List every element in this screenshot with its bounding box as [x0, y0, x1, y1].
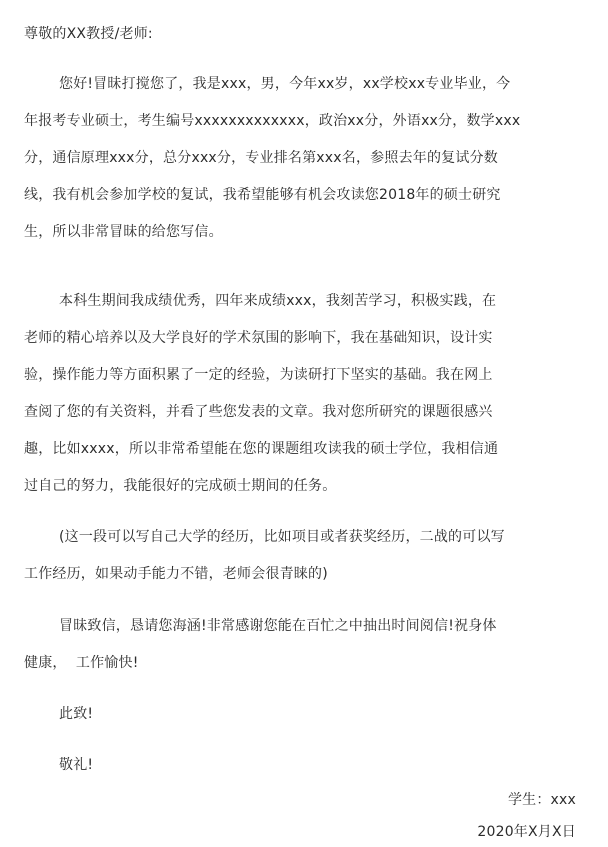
paragraph2-line-4: 查阅了您的有关资料，并看了些您发表的文章。我对您所研究的课题很感兴 [24, 404, 493, 420]
paragraph2-line-1: 本科生期间我成绩优秀，四年来成绩xxx，我刻苦学习，积极实践，在 [59, 293, 497, 309]
closing-jingli: 敬礼! [59, 757, 94, 773]
paragraph4-line-2: 健康， 工作愉快! [24, 655, 139, 671]
closing-cizhi: 此致! [59, 706, 94, 722]
paragraph2-line-6: 过自己的努力，我能很好的完成硕士期间的任务。 [24, 478, 337, 494]
paragraph2-line-5: 趣，比如xxxx，所以非常希望能在您的课题组攻读我的硕士学位，我相信通 [24, 441, 499, 457]
paragraph1-line-5: 生，所以非常冒昧的给您写信。 [24, 224, 223, 240]
paragraph1-line-3: 分，通信原理xxx分，总分xxx分，专业排名第xxx名，参照去年的复试分数 [24, 150, 498, 166]
signature: 学生：xxx [507, 792, 576, 808]
paragraph1-line-4: 线，我有机会参加学校的复试，我希望能够有机会攻读您2018年的硕士研究 [24, 187, 501, 203]
paragraph1-line-1: 您好!冒昧打搅您了，我是xxx，男，今年xx岁，xx学校xx专业毕业，今 [59, 76, 511, 92]
letter-date: 2020年X月X日 [477, 824, 576, 840]
paragraph3-line-2: 工作经历，如果动手能力不错，老师会很青睐的) [24, 566, 328, 582]
paragraph2-line-3: 验，操作能力等方面积累了一定的经验，为读研打下坚实的基础。我在网上 [24, 367, 493, 383]
paragraph1-line-2: 年报考专业硕士，考生编号xxxxxxxxxxxxx，政治xx分，外语xx分，数学xxx [24, 113, 521, 129]
salutation: 尊敬的XX教授/老师: [24, 26, 153, 42]
paragraph4-line-1: 冒昧致信，恳请您海涵!非常感谢您能在百忙之中抽出时间阅信!祝身体 [59, 618, 497, 634]
paragraph2-line-2: 老师的精心培养以及大学良好的学术氛围的影响下，我在基础知识，设计实 [24, 330, 493, 346]
paragraph3-line-1: (这一段可以写自己大学的经历，比如项目或者获奖经历，二战的可以写 [59, 529, 505, 545]
